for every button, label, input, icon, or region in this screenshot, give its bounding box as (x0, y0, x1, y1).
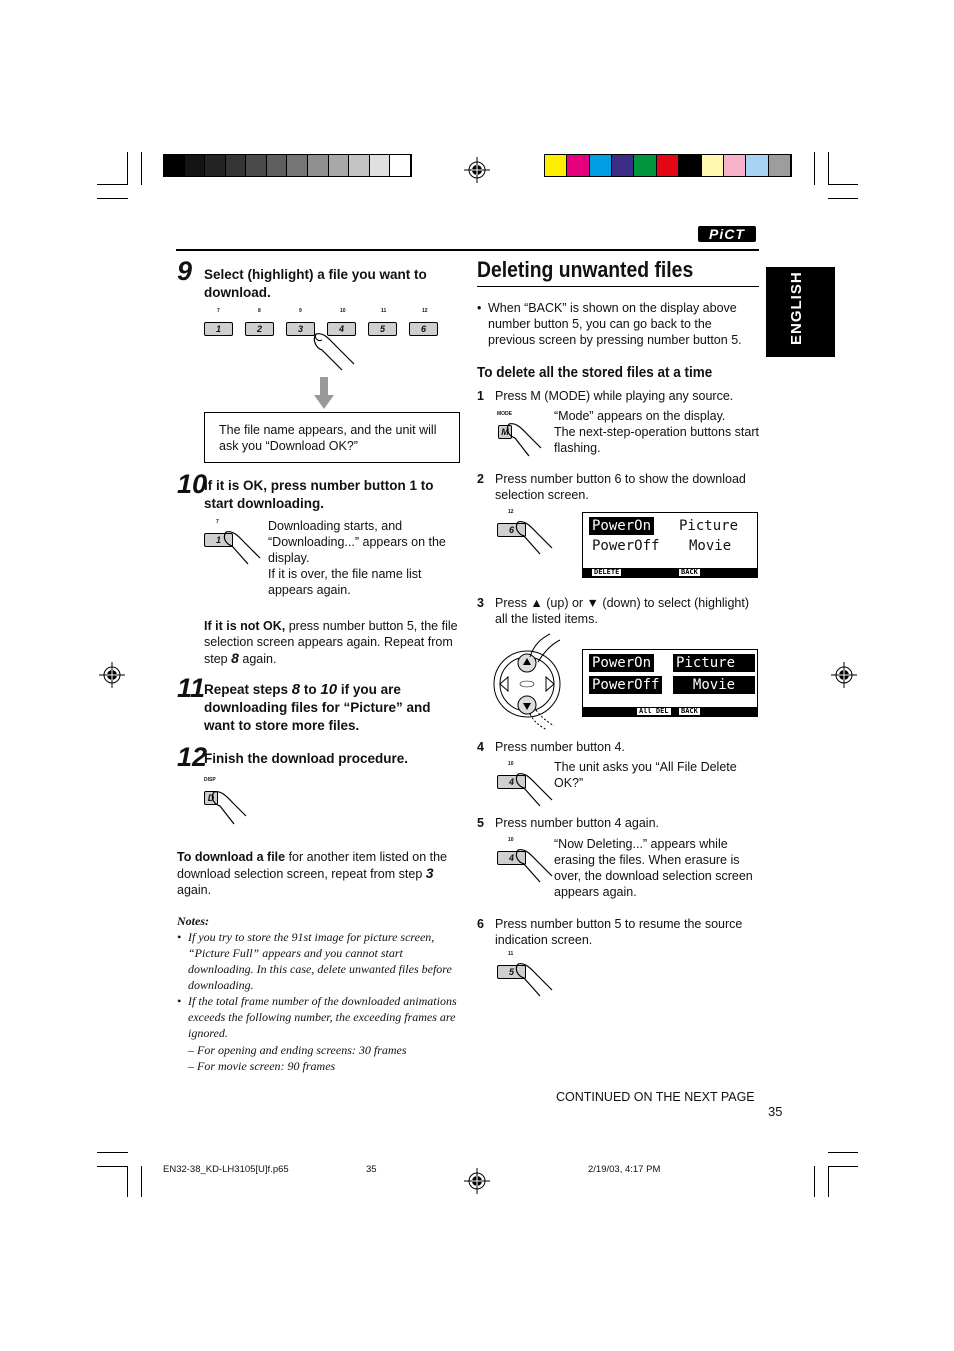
button-small-label: 12 (422, 308, 428, 314)
crop-mark (97, 1166, 128, 1167)
button-small-label: 12 (508, 509, 514, 515)
color-swatch (545, 155, 567, 176)
color-swatch (679, 155, 701, 176)
step-5-text: Press number button 4 again. (495, 816, 659, 830)
color-swatch (702, 155, 724, 176)
finger-icon (514, 518, 556, 558)
finger-icon (210, 788, 250, 828)
grey-swatch (267, 155, 288, 176)
crop-mark (97, 198, 128, 199)
step-5-description: “Now Deleting...” appears while erasing the files. When erasure is over, the download selection screen appears again. (554, 837, 753, 899)
disp-button[interactable]: D (204, 791, 218, 805)
step-12-text: Finish the download procedure. (204, 751, 409, 766)
button-small-label: 7 (216, 519, 219, 525)
step-3-text: Press ▲ (up) or ▼ (down) to select (highlight) all the listed items. (495, 596, 749, 626)
button-small-label: 10 (340, 308, 346, 314)
color-swatch (590, 155, 612, 176)
crop-mark (828, 198, 858, 199)
note-1: • If you try to store the 91st image for picture screen, “Picture Full” appears and you cannot start downloading. In this case, delete unwanted files before downloading. (177, 930, 452, 992)
grey-swatch (370, 155, 391, 176)
step-10-description: Downloading starts, and “Downloading...” appears on the display. If it is over, the file name list appears again. (268, 519, 446, 597)
step-3-number: 3 (477, 596, 484, 610)
finger-icon (514, 770, 556, 810)
step-10-text: If it is OK, press number button 1 to start downloading. (204, 478, 434, 511)
english-tab-label: ENGLISH (788, 271, 805, 345)
number-button-5[interactable]: 5 (368, 322, 397, 336)
color-swatch (657, 155, 679, 176)
button-small-label: 11 (508, 951, 514, 957)
number-button-6[interactable]: 6 (497, 523, 526, 537)
lcd-softkey-bar (583, 568, 757, 577)
grey-swatch (287, 155, 308, 176)
grey-swatch (390, 155, 411, 176)
number-button-1[interactable]: 1 (204, 533, 233, 547)
notes-title: Notes: (177, 914, 209, 928)
number-button-1[interactable]: 1 (204, 322, 233, 336)
number-button-3[interactable]: 3 (286, 322, 315, 336)
info-box (204, 412, 460, 463)
step-1-number: 1 (477, 389, 484, 403)
grey-swatch (349, 155, 370, 176)
number-button-2[interactable]: 2 (245, 322, 274, 336)
crop-mark (828, 1166, 829, 1197)
step-10-number: 10 (177, 469, 208, 499)
finger-icon (514, 846, 556, 886)
color-swatch (634, 155, 656, 176)
step-11-text: Repeat steps 8 to 10 if you are downloading files for “Picture” and want to store more files. (204, 681, 431, 733)
mode-button[interactable]: M (498, 425, 512, 439)
step-6-number: 6 (477, 917, 484, 931)
lcd-item-movie: Movie (689, 538, 732, 554)
number-button-4[interactable]: 4 (327, 322, 356, 336)
finger-icon (310, 330, 360, 372)
crop-mark (828, 1152, 858, 1153)
step-9-text: Select (highlight) a file you want to download. (204, 267, 427, 300)
continued-note: CONTINUED ON THE NEXT PAGE (556, 1090, 755, 1104)
english-tab (766, 267, 835, 357)
step-11-number: 11 (177, 673, 206, 703)
crop-mark (828, 1166, 858, 1167)
lcd-alldel-key: All DEL (639, 707, 669, 715)
grey-swatch (226, 155, 247, 176)
button-small-label: 7 (217, 308, 220, 314)
color-swatch (746, 155, 768, 176)
download-paragraph: To download a file for another item listed on the download selection screen, repeat from step 3 again. (177, 850, 448, 897)
crop-mark (814, 1166, 815, 1197)
step-2-text: Press number button 6 to show the download selection screen. (495, 472, 746, 502)
step-4-text: Press number button 4. (495, 740, 625, 754)
footer-page: 35 (366, 1164, 377, 1175)
section-title: Deleting unwanted files (477, 257, 694, 282)
back-bullet: • When “BACK” is shown on the display above number button 5, you can go back to the previous screen by pressing number button 5. (477, 301, 742, 347)
grey-swatch (329, 155, 350, 176)
header-rule (176, 249, 759, 251)
crop-mark (127, 1166, 128, 1197)
button-small-label: 11 (381, 308, 387, 314)
crop-mark (141, 1166, 142, 1197)
step-9-number: 9 (177, 256, 193, 286)
pict-logo: PiCT (698, 226, 756, 242)
lcd-softkey-bar (583, 707, 757, 716)
color-bar (544, 154, 792, 177)
page-number: 35 (768, 1104, 783, 1119)
finger-icon (514, 960, 556, 1000)
lcd-download-screen (582, 512, 758, 578)
lcd-back-key: BACK (681, 568, 698, 576)
color-swatch (567, 155, 589, 176)
registration-mark-icon (464, 1168, 490, 1194)
step-1-text: Press M (MODE) while playing any source. (495, 389, 734, 403)
grey-swatch (308, 155, 329, 176)
lcd-item-poweroff: PowerOff (592, 538, 660, 554)
lcd-item-movie: Movie (673, 676, 755, 694)
grey-swatch (185, 155, 206, 176)
step-5-number: 5 (477, 816, 484, 830)
not-ok-paragraph: If it is not OK, press number button 5, the file selection screen appears again. Repeat from step 8 again. (204, 619, 458, 666)
number-button-4[interactable]: 4 (497, 851, 526, 865)
footer-date: 2/19/03, 4:17 PM (588, 1164, 661, 1175)
color-swatch (612, 155, 634, 176)
crop-mark (97, 1152, 128, 1153)
button-small-label: 9 (299, 308, 302, 314)
control-dial-icon[interactable] (492, 632, 562, 732)
number-button-4[interactable]: 4 (497, 775, 526, 789)
registration-mark-icon (831, 662, 857, 688)
step-4-description: The unit asks you “All File Delete OK?” (554, 760, 737, 790)
button-small-label: 10 (508, 761, 514, 767)
mode-label: MODE (497, 411, 512, 417)
lcd-delete-key: DELETE (594, 568, 620, 576)
grey-swatch (205, 155, 226, 176)
number-button-5[interactable]: 5 (497, 965, 526, 979)
color-swatch (724, 155, 746, 176)
number-button-6[interactable]: 6 (409, 322, 438, 336)
button-small-label: 8 (258, 308, 261, 314)
crop-mark (141, 152, 142, 185)
step-2-number: 2 (477, 472, 484, 486)
button-small-label: 10 (508, 837, 514, 843)
step-4-number: 4 (477, 740, 484, 754)
lcd-back-key: BACK (681, 707, 698, 715)
crop-mark (814, 152, 815, 185)
finger-icon (505, 420, 545, 460)
lcd-item-picture: Picture (679, 518, 739, 534)
down-arrow-icon (314, 377, 334, 409)
footer-file: EN32-38_KD-LH3105[U]f.p65 (163, 1164, 289, 1175)
lcd-item-poweroff: PowerOff (589, 676, 662, 694)
subtitle: To delete all the stored files at a time (477, 364, 713, 381)
color-swatch (769, 155, 791, 176)
crop-mark (828, 184, 858, 185)
crop-mark (828, 152, 829, 185)
grey-swatch (246, 155, 267, 176)
info-box-text: The file name appears, and the unit will ask you “Download OK?” (219, 423, 437, 453)
crop-mark (127, 152, 128, 185)
lcd-item-poweron: PowerOn (589, 517, 654, 535)
lcd-alldel-screen (582, 649, 758, 717)
step-1-description: “Mode” appears on the display. The next-step-operation buttons start flashing. (554, 409, 759, 455)
step-6-text: Press number button 5 to resume the source indication screen. (495, 917, 743, 947)
note-2: • If the total frame number of the downloaded animations exceeds the following number, the exceeding frames are ignored. (177, 994, 457, 1040)
lcd-item-poweron: PowerOn (589, 654, 654, 672)
grey-swatch (164, 155, 185, 176)
lcd-item-picture: Picture (673, 654, 755, 672)
subnote-1: – For opening and ending screens: 30 frames (188, 1043, 407, 1057)
grey-scale-bar (163, 154, 412, 177)
subnote-2: – For movie screen: 90 frames (188, 1059, 336, 1073)
title-rule (477, 286, 759, 287)
crop-mark (97, 184, 128, 185)
finger-icon (222, 528, 264, 568)
registration-mark-icon (99, 662, 125, 688)
registration-mark-icon (464, 157, 490, 183)
disp-label: DISP (204, 777, 216, 783)
step-12-number: 12 (177, 742, 208, 772)
